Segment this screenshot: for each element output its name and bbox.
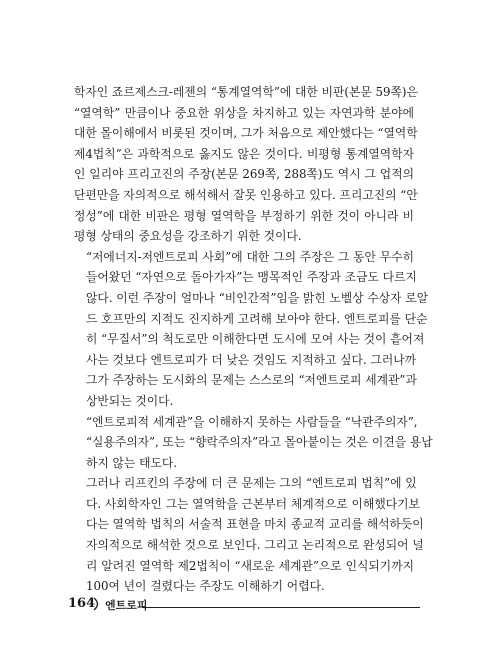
text-line: 자의적으로 해석한 것으로 보인다. 그리고 논리적으로 완성되어 널 bbox=[86, 538, 424, 553]
text-line: 드 호프만의 지적도 진지하게 고려해 보아야 한다. 엔트로피를 단순 bbox=[86, 311, 428, 326]
text-line: 다. 사회학자인 그는 열역학을 근본부터 체계적으로 이해했다기보 bbox=[86, 496, 420, 511]
paragraph bbox=[74, 247, 429, 412]
page-number: 164 bbox=[68, 596, 96, 611]
text-line: 평형 상태의 중요성을 강조하기 위한 것이다. bbox=[74, 229, 302, 244]
text-line: 대한 몰이해에서 비롯된 것이며, 그가 처음으로 제안했다는 “열역학 bbox=[74, 126, 418, 141]
running-title: 엔트로피 bbox=[105, 599, 148, 612]
text-line: 하지 않는 태도다. bbox=[86, 455, 178, 470]
text-line: 들어왔던 “자연으로 돌아가자”는 맹목적인 주장과 조금도 다르지 bbox=[86, 270, 417, 285]
text-line: 인 일리야 프리고진의 주장(본문 269쪽, 288쪽)도 역시 그 업적의 bbox=[74, 167, 414, 182]
paragraph bbox=[74, 473, 424, 597]
text-line: 히 “무질서”의 척도로만 이해한다면 도시에 모여 사는 것이 흩어져 bbox=[86, 332, 425, 347]
paragraph bbox=[74, 412, 433, 474]
text-line: 학자인 죠르제스크-레젠의 “통계열역학”에 대한 비판(본문 59쪽)은 bbox=[74, 85, 418, 99]
text-line: 그러나 리프킨의 주장에 더 큰 문제는 그의 “엔트로피 법칙”에 있 bbox=[86, 476, 417, 491]
page-number-bracket bbox=[92, 597, 102, 611]
footer-rule bbox=[142, 607, 420, 608]
text-line: 100여 년이 걸렸다는 주장도 이해하기 어렵다. bbox=[86, 579, 325, 594]
text-line: “열역학” 만큼이나 중요한 위상을 차지하고 있는 자연과학 분야에 bbox=[74, 105, 414, 120]
text-line: 정성”에 대한 비판은 평형 열역학을 부정하기 위한 것이 아니라 비 bbox=[74, 208, 414, 223]
text-line: 않다. 이런 주장이 얼마나 “비인간적”임을 밝힌 노벨상 수상자 로알 bbox=[86, 290, 429, 305]
text-line: “실용주의자”, 또는 “향락주의자”라고 몰아붙이는 것은 이견을 용납 bbox=[86, 435, 433, 450]
text-line: 제4법칙”은 과학적으로 옳지도 않은 것이다. 비평형 통계열역학자 bbox=[74, 146, 414, 161]
text-line: 리 알려진 열역학 제2법칙이 “새로운 세계관”으로 인식되기까지 bbox=[86, 558, 414, 573]
text-line: “엔트로피적 세계관”을 이해하지 못하는 사람들을 “낙관주의자”, bbox=[86, 414, 418, 429]
text-line: 상반되는 것이다. bbox=[86, 393, 174, 408]
text-line: “저에너지-저엔트로피 사회”에 대한 그의 주장은 그 동안 무수히 bbox=[86, 249, 414, 264]
text-line: 단편만을 자의적으로 해석해서 잘못 인용하고 있다. 프리고진의 “안 bbox=[74, 187, 418, 202]
paragraph bbox=[74, 82, 418, 247]
text-line: 그가 주장하는 도시화의 문제는 스스로의 “저엔트로피 세계관”과 bbox=[86, 373, 417, 388]
page-footer bbox=[68, 594, 420, 618]
body-text bbox=[74, 82, 433, 597]
text-line: 사는 것보다 엔트로피가 더 낮은 것임도 지적하고 싶다. 그러나까 bbox=[86, 352, 417, 367]
text-line: 다는 열역학 법칙의 서술적 표현을 마치 종교적 교리를 해석하듯이 bbox=[86, 517, 424, 532]
